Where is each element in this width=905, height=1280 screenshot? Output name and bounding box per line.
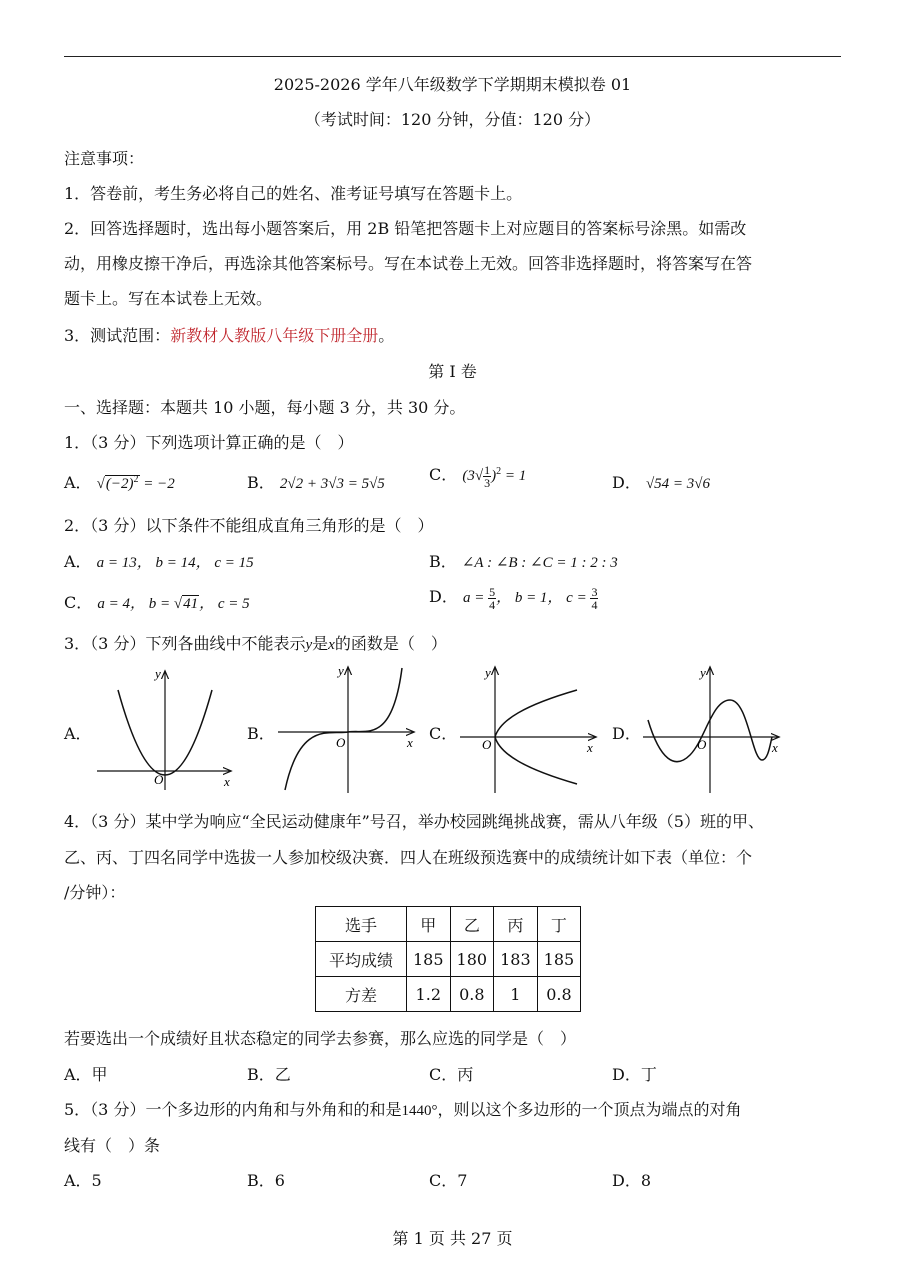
table-cell: 1 xyxy=(494,977,538,1012)
q4-question: 若要选出一个成绩好且状态稳定的同学去参赛，那么应选的同学是（ ） xyxy=(64,1029,577,1048)
table-cell: 185 xyxy=(407,942,451,977)
exam-subtitle: （考试时间：120 分钟，分值：120 分） xyxy=(304,110,601,129)
q1-c-expr: (3√ $\frac{1}{3}$ )$^2$ = 1 xyxy=(462,463,527,491)
q4-option-d: D．丁 xyxy=(612,1065,657,1084)
q1-c-coef: 3 xyxy=(467,468,475,484)
q2-d-a-den: 4 xyxy=(489,598,496,613)
graph-b xyxy=(278,663,413,793)
graph-d-origin: O xyxy=(697,737,707,752)
q1-c-exponent: 2 xyxy=(496,466,502,477)
q3-a-label: A． xyxy=(64,724,92,743)
q2-d-a: a = xyxy=(462,590,489,606)
graph-a-y-label: y xyxy=(155,666,161,681)
q2-c-radicand: 41 xyxy=(183,596,199,612)
graph-b-x-label: x xyxy=(407,735,413,750)
graph-d xyxy=(643,665,778,793)
q2-c-post: ， c = 5 xyxy=(199,596,250,612)
q5-option-a: A．5 xyxy=(64,1171,102,1190)
graph-b-y-label: y xyxy=(338,663,344,678)
q1-c-rest: = 1 xyxy=(501,468,527,484)
q1-a-radicand: (−2) xyxy=(105,476,134,492)
q4-option-c: C．丙 xyxy=(429,1065,474,1084)
q1-d-label: D． xyxy=(612,473,641,492)
q3-stem-mid: 是 xyxy=(312,634,329,653)
q2-d-mid: ， b = 1， c = xyxy=(496,590,591,606)
table-cell: 0.8 xyxy=(537,977,581,1012)
q5-angle-sum: 1440° xyxy=(401,1103,438,1119)
table-row xyxy=(316,907,581,942)
q1-a-expr: $√(-2)^2 = -2$ xyxy=(96,474,175,492)
q3-d-label: D． xyxy=(612,724,641,743)
q2-a-label: A． xyxy=(64,552,92,571)
graph-d-x-label: x xyxy=(772,740,778,755)
q5-line1 xyxy=(64,1097,741,1120)
q1-d-expr: √54 = 3√6 xyxy=(645,476,711,492)
table-cell: 183 xyxy=(494,942,538,977)
graph-a-origin: O xyxy=(154,772,164,787)
q2-b-expr: ∠A : ∠B : ∠C = 1 : 2 : 3 xyxy=(461,555,618,571)
note-1: 1．答卷前，考生务必将自己的姓名、准考证号填写在答题卡上。 xyxy=(64,184,523,203)
table-cell: 甲 xyxy=(407,907,451,942)
table-cell: 丁 xyxy=(537,907,581,942)
q5-line1-pre: 5．（3 分）一个多边形的内角和与外角和的和是 xyxy=(64,1100,402,1119)
graph-a xyxy=(97,666,230,790)
q1-c-label: C． xyxy=(429,465,458,484)
q2-d-c-den: 4 xyxy=(591,598,598,613)
q3-stem-post: 的函数是（ ） xyxy=(334,634,447,653)
graph-b-origin: O xyxy=(336,735,346,750)
q2-c-label: C． xyxy=(64,593,93,612)
q3-b-label: B． xyxy=(247,724,275,743)
exam-title: 2025-2026 学年八年级数学下学期期末模拟卷 01 xyxy=(273,75,632,94)
q5-option-d: D．8 xyxy=(612,1171,652,1190)
table-row xyxy=(316,942,581,977)
note-2-line3: 题卡上。写在本试卷上无效。 xyxy=(64,289,273,308)
graph-c-x-label: x xyxy=(587,740,593,755)
table-cell: 方差 xyxy=(316,977,407,1012)
page-footer: 第 1 页 共 27 页 xyxy=(392,1229,513,1248)
q5-option-b: B．6 xyxy=(247,1171,285,1190)
table-cell: 选手 xyxy=(316,907,407,942)
q2-c-pre: a = 4， b = xyxy=(97,596,174,612)
table-cell: 185 xyxy=(537,942,581,977)
graph-c xyxy=(460,665,595,793)
note-2-line1: 2．回答选择题时，选出每小题答案后，用 2B 铅笔把答题卡上对应题目的答案标号涂黑。如需改 xyxy=(64,219,747,238)
q5-option-c: C．7 xyxy=(429,1171,468,1190)
q2-d-c-num: 3 xyxy=(591,585,598,600)
table-cell: 平均成绩 xyxy=(316,942,407,977)
q1-c-den: 3 xyxy=(484,476,491,491)
graph-c-origin: O xyxy=(482,737,492,752)
q4-line2: 乙、丙、丁四名同学中选拔一人参加校级决赛．四人在班级预选赛中的成绩统计如下表（单位：个 xyxy=(64,848,753,867)
q3-var-y: y xyxy=(305,637,313,653)
q2-d-a-num: 5 xyxy=(489,585,496,600)
q2-c-expr: a = 4， b = √41， c = 5 xyxy=(97,596,250,612)
table-cell: 180 xyxy=(450,942,494,977)
table-row xyxy=(316,977,581,1012)
q1-c-num: 1 xyxy=(484,463,491,478)
test-range: 新教材人教版八年级下册全册 xyxy=(170,326,379,345)
score-table xyxy=(315,906,581,1012)
q1-b-expr: 2√2 + 3√3 = 5√5 xyxy=(279,476,385,492)
q3-var-x: x xyxy=(328,637,335,653)
graph-a-x-label: x xyxy=(224,774,230,789)
table-cell: 1.2 xyxy=(407,977,451,1012)
note-2-line2: 动，用橡皮擦干净后，再选涂其他答案标号。写在本试卷上无效。回答非选择题时，将答案写在答 xyxy=(64,254,753,273)
q1-a-rest: = −2 xyxy=(139,476,175,492)
table-cell: 0.8 xyxy=(450,977,494,1012)
q4-line3: /分钟）： xyxy=(64,883,126,902)
graph-c-y-label: y xyxy=(485,665,491,680)
q1-a-exponent: 2 xyxy=(133,474,139,485)
q2-b-label: B． xyxy=(429,552,457,571)
q2-d-label: D． xyxy=(429,587,458,606)
q4-line1: 4．（3 分）某中学为响应“全民运动健康年”号召，举办校园跳绳挑战赛，需从八年级（5）班的甲、 xyxy=(64,812,764,831)
notes-heading: 注意事项： xyxy=(64,149,145,168)
q5-line2: 线有（ ）条 xyxy=(64,1136,161,1155)
note-3-prefix: 3．测试范围： xyxy=(64,326,171,345)
q1-stem: 1．（3 分）下列选项计算正确的是（ ） xyxy=(64,433,354,452)
graph-d-y-label: y xyxy=(700,665,706,680)
q4-option-b: B．乙 xyxy=(247,1065,291,1084)
q1-a-label: A． xyxy=(64,473,92,492)
q3-stem-pre: 3．（3 分）下列各曲线中不能表示 xyxy=(64,634,306,653)
q3-c-label: C． xyxy=(429,724,458,743)
table-cell: 乙 xyxy=(450,907,494,942)
section-1-heading: 一、选择题：本题共 10 小题，每小题 3 分，共 30 分。 xyxy=(64,398,466,417)
q4-option-a: A．甲 xyxy=(64,1065,108,1084)
table-cell: 丙 xyxy=(494,907,538,942)
q5-line1-post: ，则以这个多边形的一个顶点为端点的对角 xyxy=(437,1100,742,1119)
volume-label: 第 I 卷 xyxy=(428,362,477,381)
note-3-suffix: 。 xyxy=(378,326,395,345)
q1-b-label: B． xyxy=(247,473,275,492)
q2-stem: 2．（3 分）以下条件不能组成直角三角形的是（ ） xyxy=(64,516,434,535)
q2-a-expr: a = 13， b = 14， c = 15 xyxy=(96,555,254,571)
